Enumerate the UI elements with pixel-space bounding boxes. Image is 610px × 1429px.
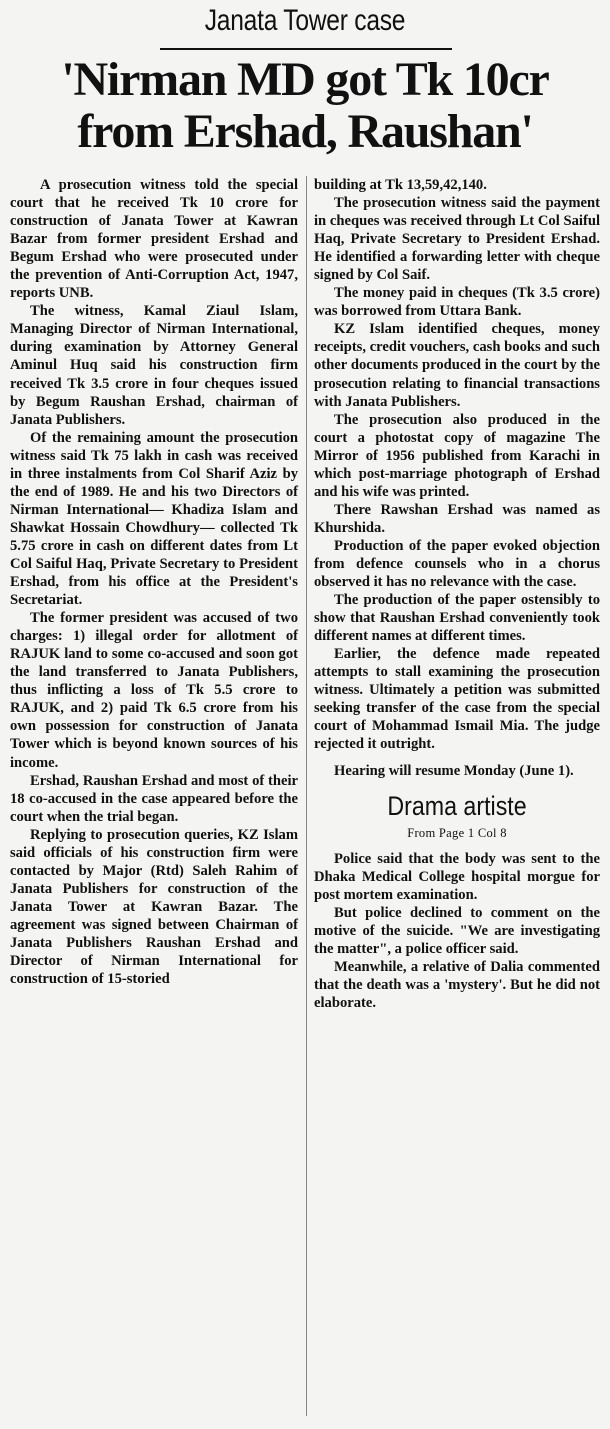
- article-paragraph: Replying to prosecution queries, KZ Islam said officials of his construction firm were contacted by Major (Rtd) Saleh Rahim of Janata Publishers for construction of the Janata Tower at Kawran Bazar. The agreement was signed between Chairman of Janata Publishers Raushan Ershad and Director of Nirman International for construction of 15-storied: [10, 826, 298, 988]
- article-paragraph: Of the remaining amount the prosecution witness said Tk 75 lakh in cash was received in three instalments from Col Sharif Aziz by the end of 1989. He and his two Directors of Nirman International— Khadiza Islam and Shawkat Hossain Chowdhury— collected Tk 5.75 crore in cash on different dates from Lt Col Saiful Haq, Private Secretary to President Ershad, from his office at the President's Secretariat.: [10, 429, 298, 609]
- article-paragraph: The former president was accused of two charges: 1) illegal order for allotment of RAJUK land to some co-accused and soon got the land transferred to Janata Publishers, thus inflicting a loss of Tk 5.5 crore to RAJUK, and 2) paid Tk 6.5 crore from his own possession for construction of Janata Tower which is beyond known sources of his income.: [10, 610, 298, 771]
- headline-line-2: from Ershad, Raushan': [77, 105, 533, 158]
- article-paragraph: Ershad, Raushan Ershad and most of their 18 co-accused in the case appeared before the court when the trial began.: [10, 772, 298, 825]
- article-paragraph: The money paid in cheques (Tk 3.5 crore) was borrowed from Uttara Bank.: [314, 285, 600, 320]
- article-paragraph: Earlier, the defence made repeated attempts to stall examining the prosecution witness. Ultimately a petition was submitted seeking transfer of the case from the special court of Mohammad Ismail Mia. The judge rejected it outright.: [314, 646, 600, 753]
- column-divider: [306, 176, 307, 1416]
- article-paragraph: The witness, Kamal Ziaul Islam, Managing Director of Nirman International, during examination by Attorney General Aminul Huq said his construction firm received Tk 3.5 crore in four cheques issued by Begum Raushan Ershad, chairman of Janata Publishers.: [10, 303, 298, 428]
- article-column-left: [10, 176, 298, 988]
- kicker-underline: [160, 48, 452, 50]
- article-paragraph: KZ Islam identified cheques, money receipts, credit vouchers, cash books and such other documents produced in the court by the prosecution relating to financial transactions with Janata Publishers.: [314, 321, 600, 410]
- article-paragraph: The prosecution also produced in the court a photostat copy of magazine The Mirror of 1956 published from Karachi in which post-marriage photograph of Ershad and his wife was printed.: [314, 411, 600, 500]
- drama-artiste-byline: From Page 1 Col 8: [407, 825, 507, 840]
- article-column-right: [314, 176, 600, 1012]
- kicker-heading: Janata Tower case: [204, 4, 406, 37]
- article-paragraph: The production of the paper ostensibly to show that Raushan Ershad conveniently took different names at different times.: [314, 592, 600, 645]
- drama-paragraph: But police declined to comment on the motive of the suicide. "We are investigating the matter", a police officer said.: [314, 904, 600, 957]
- article-paragraph: Production of the paper evoked objection from defence counsels who in a chorus observed it has no relevance with the case.: [314, 537, 600, 591]
- article-paragraph: The prosecution witness said the payment in cheques was received through Lt Col Saiful Haq, Private Secretary to President Ershad. He identified a forwarding letter with cheque signed by Col Saif.: [314, 195, 600, 284]
- drama-artiste-heading: Drama artiste: [387, 790, 527, 821]
- article-paragraph: building at Tk 13,59,42,140.: [314, 177, 487, 193]
- article-paragraph: There Rawshan Ershad was named as Khurshida.: [314, 501, 600, 536]
- article-paragraph: Hearing will resume Monday (June 1).: [334, 762, 574, 779]
- headline: [0, 54, 610, 158]
- article-paragraph: A prosecution witness told the special court that he received Tk 10 crore for construction of Janata Tower at Kawran Bazar from former president Ershad and Begum Ershad who were prosecuted under the prevention of Anti-Corruption Act, 1947, reports UNB.: [10, 177, 298, 302]
- headline-line-1: 'Nirman MD got Tk 10cr: [61, 53, 549, 106]
- drama-paragraph: Meanwhile, a relative of Dalia commented that the death was a 'mystery'. But he did not elaborate.: [314, 958, 600, 1011]
- drama-paragraph: Police said that the body was sent to the Dhaka Medical College hospital morgue for post mortem examination.: [314, 850, 600, 903]
